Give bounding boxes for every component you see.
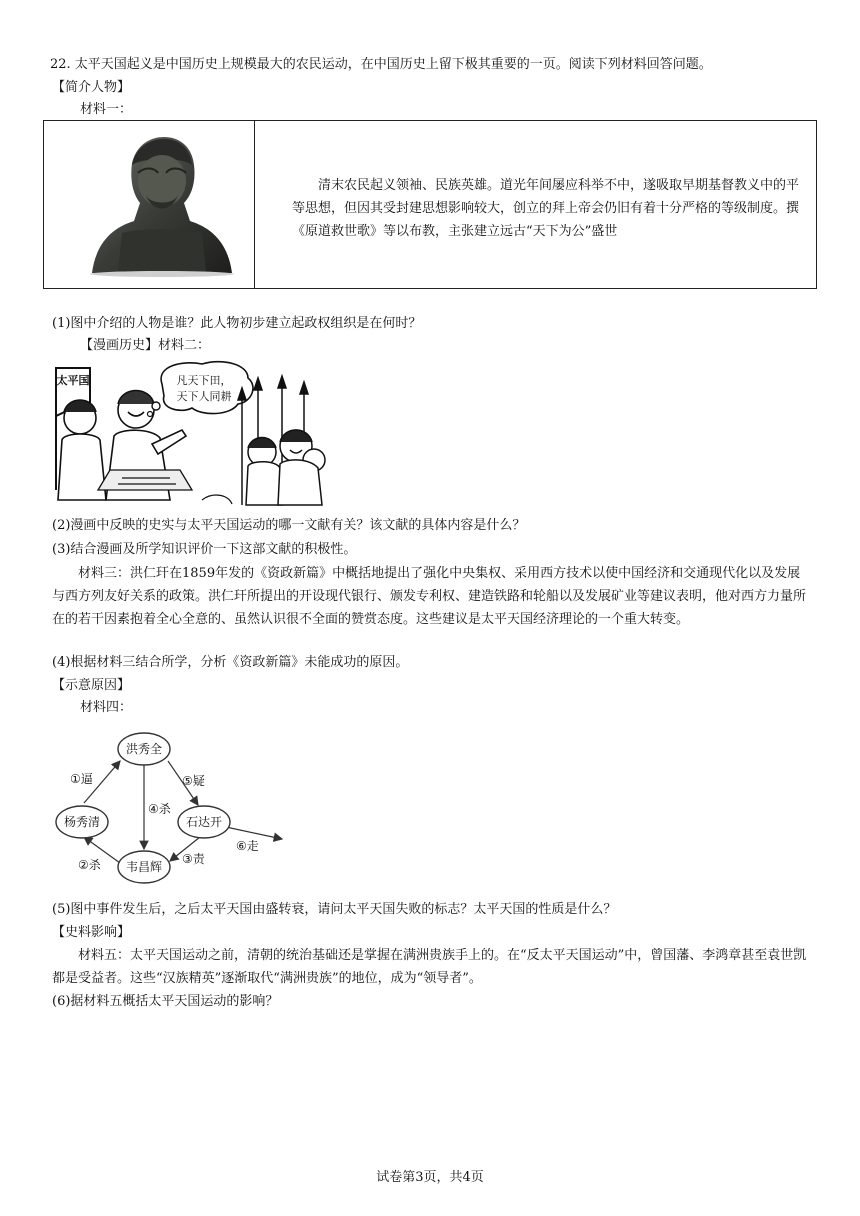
node-label: 石达开 xyxy=(185,815,223,829)
section-heading-impact: 【史料影响】 xyxy=(52,925,131,940)
edge-label: ④杀 xyxy=(148,802,171,816)
material4-label: 材料四： xyxy=(80,700,133,715)
bust-statue-image xyxy=(82,133,242,278)
page-footer: 试卷第3页，共4页 xyxy=(376,1170,484,1185)
question-3: (3)结合漫画及所学知识评价一下这部文献的积极性。 xyxy=(52,542,357,557)
node-label: 韦昌辉 xyxy=(125,860,163,874)
edge-label: ⑤疑 xyxy=(182,774,205,788)
material5-text: 材料五：太平天国运动之前，清朝的统治基础还是掌握在满洲贵族手上的。在“反太平天国运动”中，曾国藩、李鸿章甚至袁世凯都是受益者。这些“汉族精英”逐渐取代“满洲贵族”的地位，成为“领导者”。 xyxy=(52,948,807,986)
cartoon-image xyxy=(52,360,327,510)
material1-text: 清末农民起义领袖、民族英雄。道光年间屡应科举不中，遂吸取早期基督教义中的平等思想，但因其受封建思想影响较大，创立的拜上帝会仍旧有着十分严格的等级制度。撰《原道救世歌》等以布教，主张建立远古“天下为公”盛世 xyxy=(292,178,800,239)
section-heading-cause: 【示意原因】 xyxy=(52,678,131,693)
edge-label: ③责 xyxy=(182,852,205,866)
question-6: (6)据材料五概括太平天国运动的影响？ xyxy=(52,994,279,1009)
question-4: (4)根据材料三结合所学，分析《资政新篇》未能成功的原因。 xyxy=(52,655,409,670)
question-1: (1)图中介绍的人物是谁？此人物初步建立起政权组织是在何时？ xyxy=(52,316,422,331)
cartoon-speech-line2: 天下人同耕 xyxy=(176,390,232,403)
edge-label: ⑥走 xyxy=(236,839,259,853)
table-divider xyxy=(254,121,255,288)
section-heading-profile: 【简介人物】 xyxy=(52,80,131,95)
question-2: (2)漫画中反映的史实与太平天国运动的哪一文献有关？该文献的具体内容是什么？ xyxy=(52,518,526,533)
cartoon-banner-text: 太平国 xyxy=(56,374,90,387)
edge-shi-leaves xyxy=(226,827,282,839)
node-label: 杨秀清 xyxy=(63,815,101,829)
question-5: (5)图中事件发生后，之后太平天国由盛转衰，请问太平天国失败的标志？太平天国的性质是什么？ xyxy=(52,902,617,917)
node-label: 洪秀全 xyxy=(125,742,163,756)
section-heading-cartoon: 【漫画历史】材料二： xyxy=(80,338,211,353)
material3-text: 材料三：洪仁玕在1859年发的《资政新篇》中概括地提出了强化中央集权、采用西方技术以使中国经济和交通现代化以及发展与西方列友好关系的政策。洪仁玕所提出的开设现代银行、颁发专利权、建造铁路和轮船以及发展矿业等建议表明，他对西方力量所在的若干因素抱着全心全意的、虽然认识很不全面的赞赏态度。这些建议是太平天国经济理论的一个重大转变。 xyxy=(52,566,807,627)
cartoon-speech-line1: 凡天下田， xyxy=(176,374,232,387)
relationship-diagram xyxy=(50,725,290,897)
material1-label: 材料一： xyxy=(80,102,133,117)
edge-label: ①逼 xyxy=(70,772,93,786)
question-intro: 22. 太平天国起义是中国历史上规模最大的农民运动，在中国历史上留下极其重要的一页。阅读下列材料回答问题。 xyxy=(50,57,712,72)
edge-label: ②杀 xyxy=(78,858,101,872)
material1-table xyxy=(43,120,817,289)
